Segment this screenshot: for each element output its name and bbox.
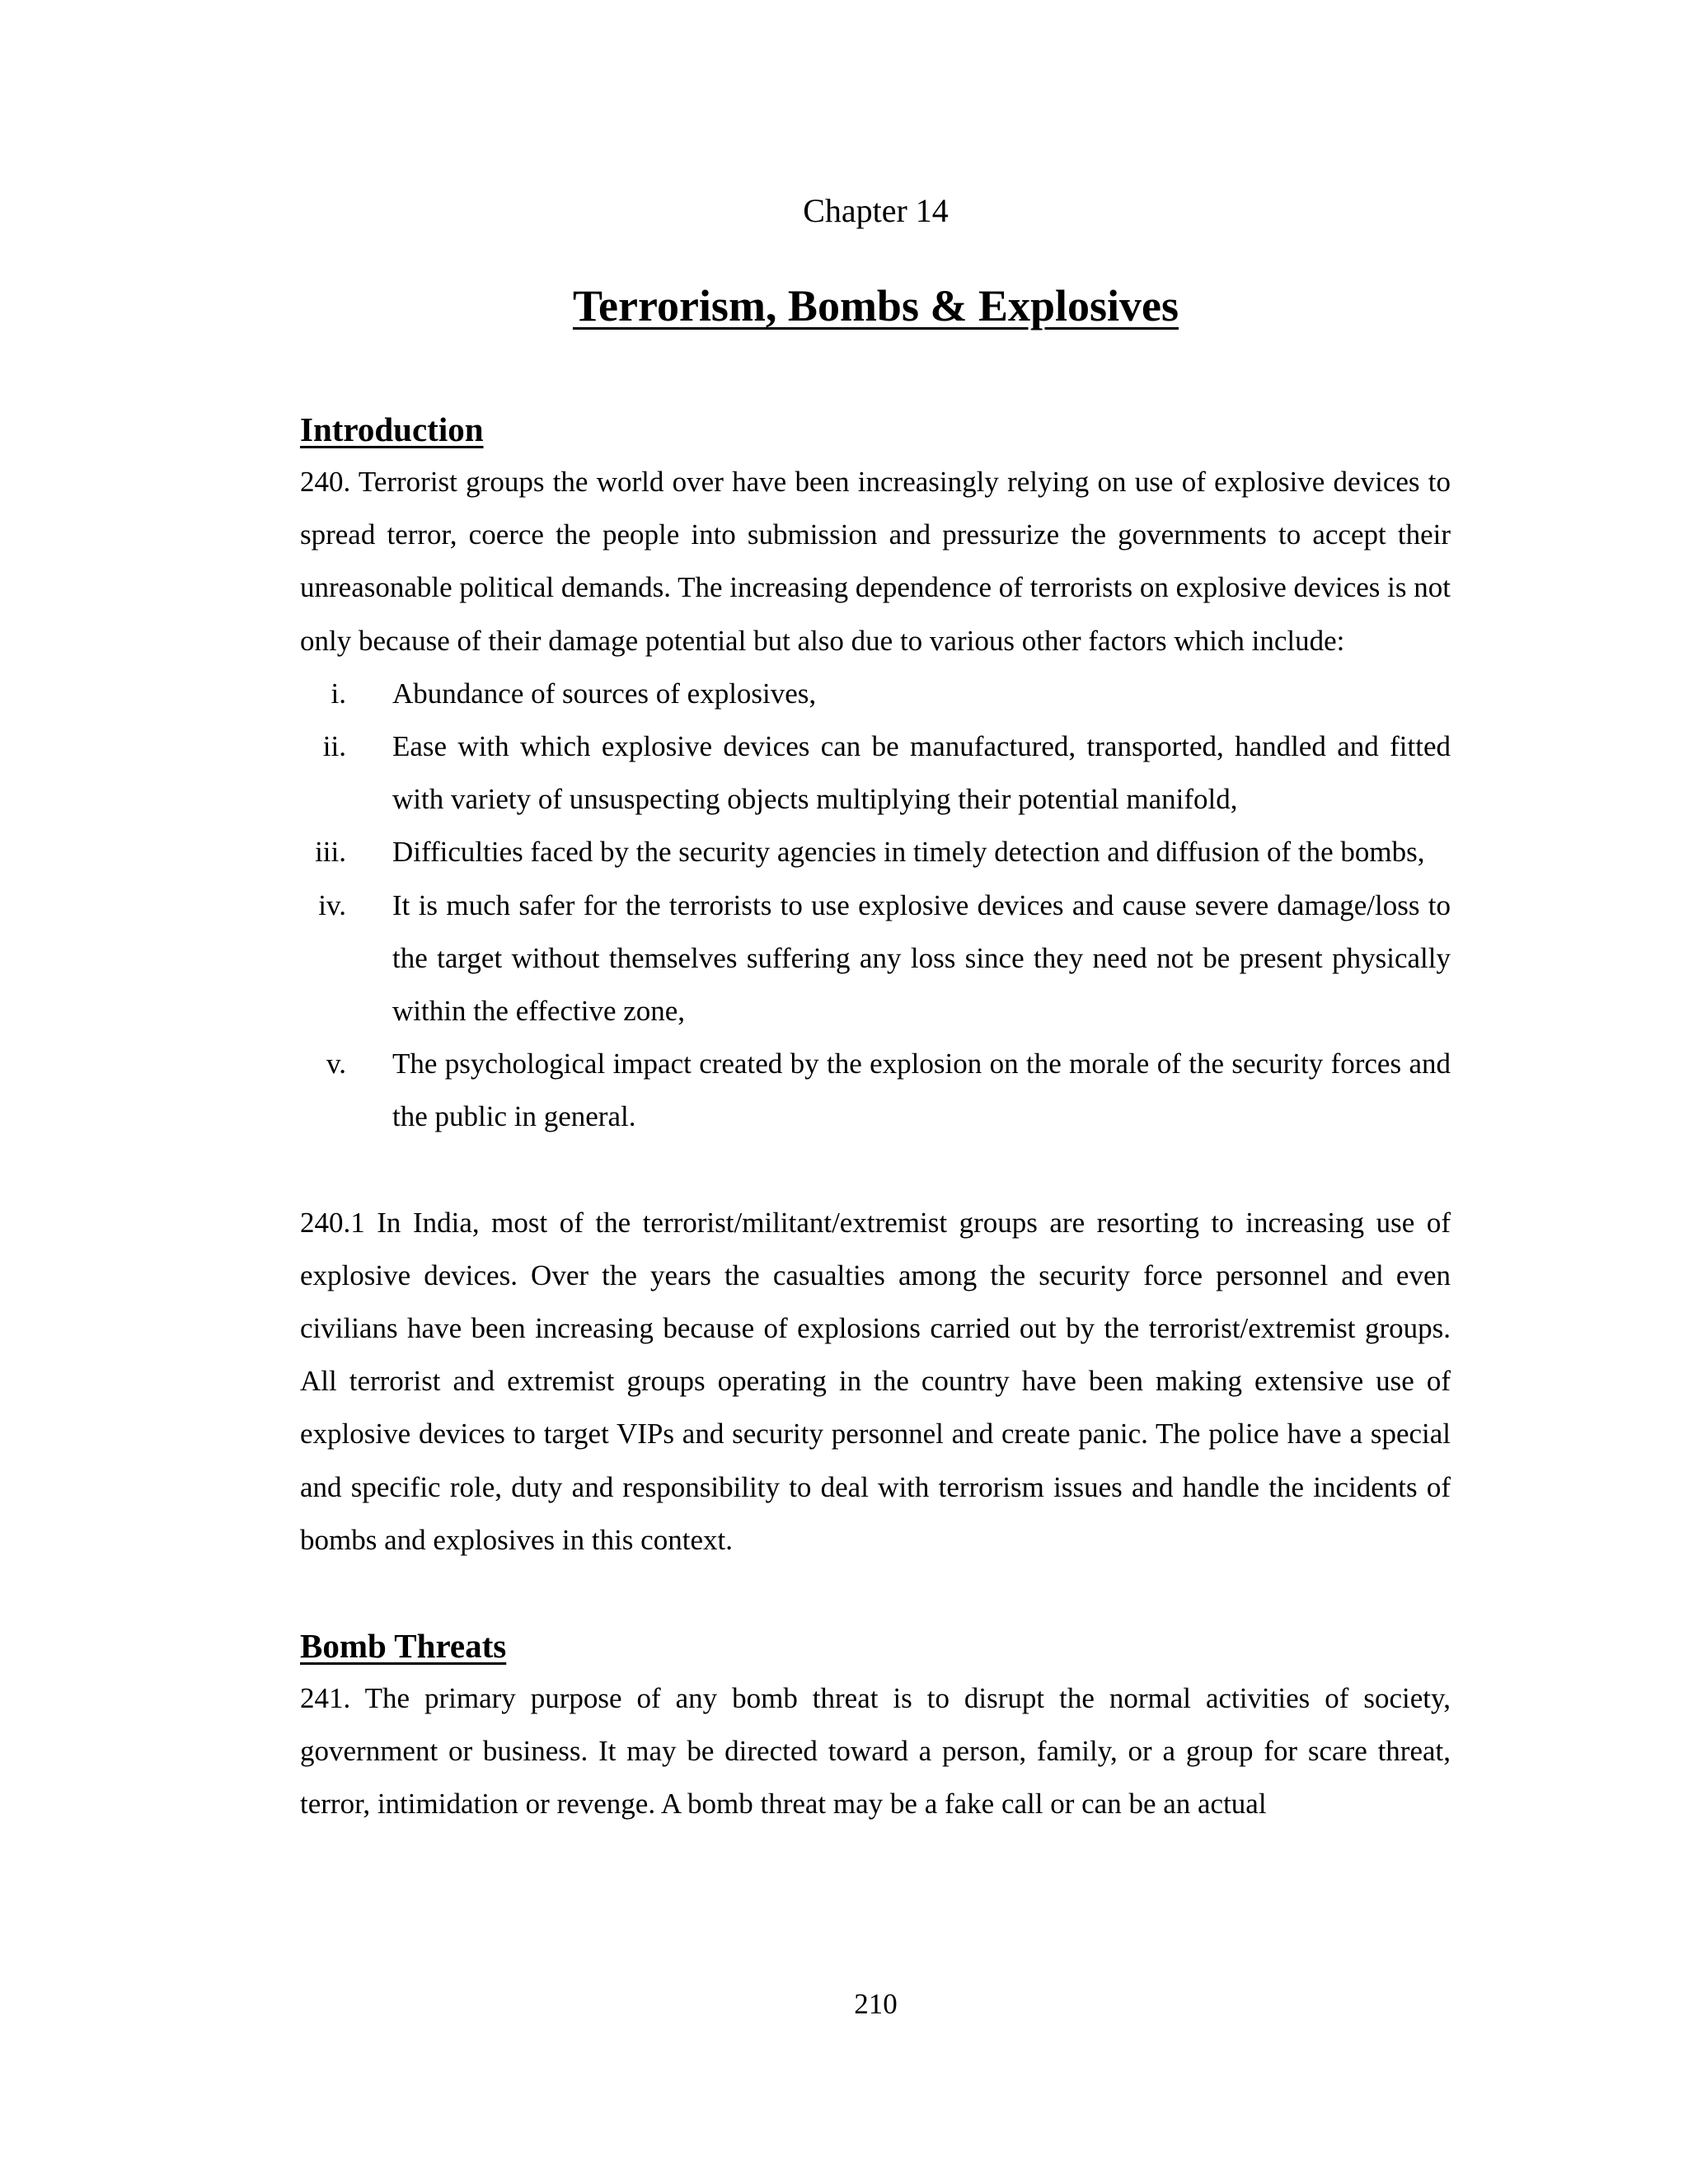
page-number: 210	[854, 1988, 898, 2020]
section-heading-introduction: Introduction	[300, 410, 484, 448]
paragraph-240-1: 240.1 In India, most of the terrorist/militant/extremist groups are resorting to increasing use of explosive devices. Over the years the casualties among the security force personnel and even civilians have been increasing because of explosions carried out by the terrorist/extremist groups. All terrorist and extremist groups operating in the country have been making extensive use of explosive devices to target VIPs and security personnel and create panic. The police have a special and specific role, duty and responsibility to deal with terrorism issues and handle the incidents of bombs and explosives in this context.	[300, 1206, 1451, 1556]
section-heading-bomb-threats: Bomb Threats	[300, 1627, 507, 1666]
list-item-number: iv.	[318, 888, 346, 921]
paragraph-spacer	[300, 1144, 1451, 1197]
list-item	[300, 826, 1451, 879]
page-content	[300, 403, 1451, 1831]
list-item	[300, 720, 1451, 826]
list-item	[300, 879, 1451, 1038]
chapter-label: Chapter 14	[803, 192, 949, 229]
list-item-text: Difficulties faced by the security agencies in timely detection and diffusion of the bombs,	[392, 836, 1425, 869]
list-item	[300, 668, 1451, 720]
list-item-number: ii.	[322, 730, 346, 763]
paragraph-241: 241. The primary purpose of any bomb threat is to disrupt the normal activities of society, government or business. It may be directed toward a person, family, or a group for scare threat, terror, intimidation or revenge. A bomb threat may be a fake call or can be an actual	[300, 1682, 1451, 1821]
list-item-number: iii.	[315, 836, 346, 869]
paragraph-240: 240. Terrorist groups the world over have been increasingly relying on use of explosive devices to spread terror, coerce the people into submission and pressurize the governments to accept their unreasonable political demands. The increasing dependence of terrorists on explosive devices is not only because of their damage potential but also due to various other factors which include:	[300, 466, 1451, 657]
list-item-text: Abundance of sources of explosives,	[392, 677, 817, 710]
list-item-number: v.	[326, 1047, 346, 1080]
factors-list	[300, 668, 1451, 1144]
list-item-number: i.	[331, 677, 346, 710]
list-item-text: Ease with which explosive devices can be manufactured, transported, handled and fitted with variety of unsuspecting objects multiplying their potential manifold,	[392, 730, 1451, 816]
list-item-text: The psychological impact created by the explosion on the morale of the security forces and the public in general.	[392, 1047, 1451, 1133]
list-item	[300, 1038, 1451, 1143]
list-item-text: It is much safer for the terrorists to use explosive devices and cause severe damage/loss to the target without themselves suffering any loss since they need not be present physically within the effective zone,	[392, 888, 1451, 1028]
paragraph-spacer	[300, 1567, 1451, 1619]
chapter-title: Terrorism, Bombs & Explosives	[572, 281, 1179, 330]
